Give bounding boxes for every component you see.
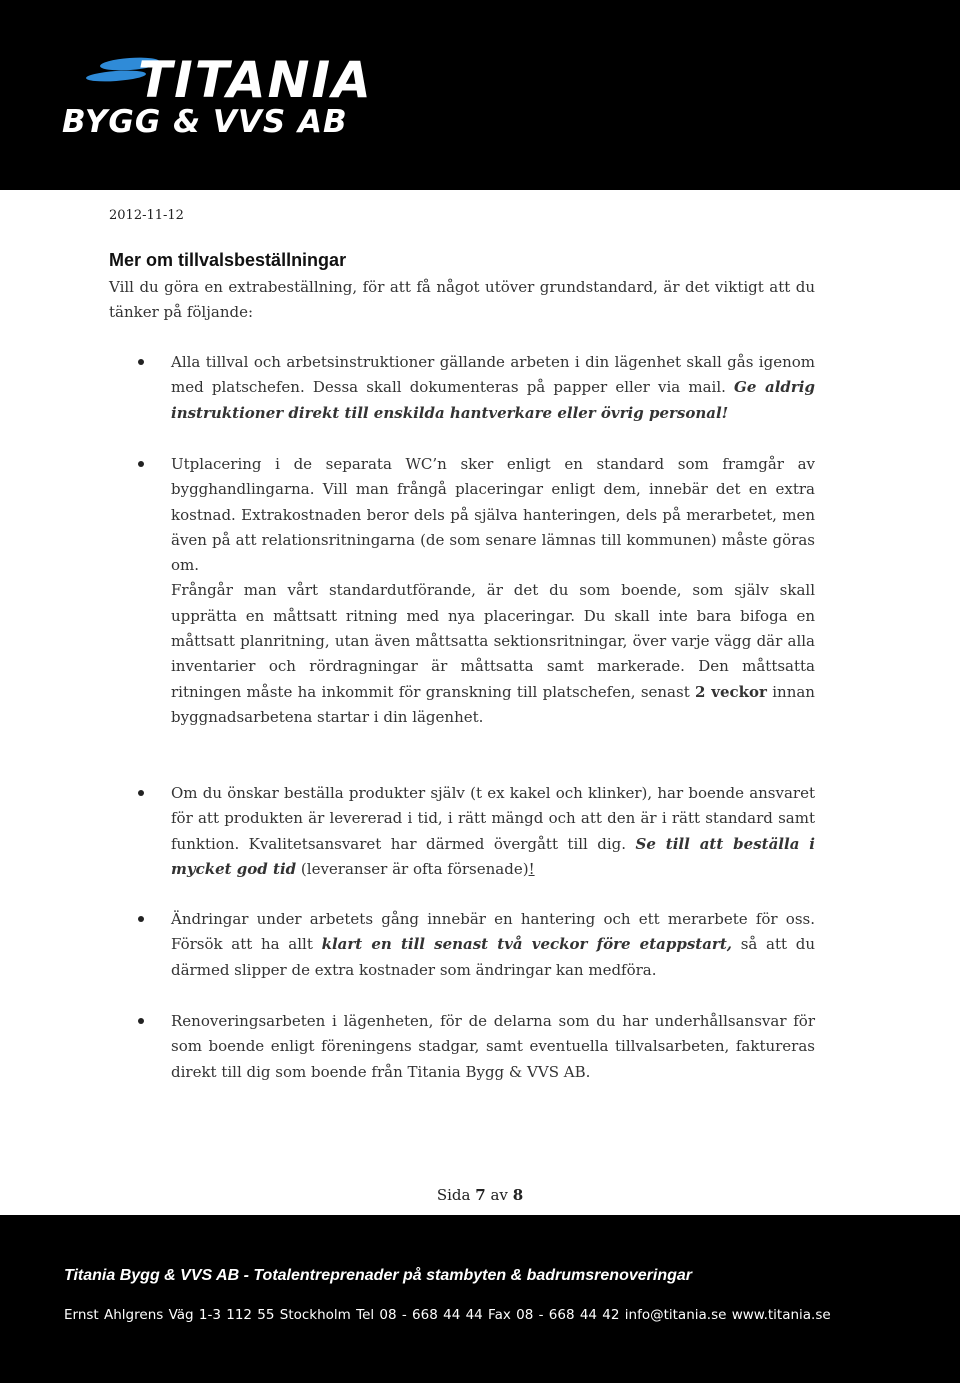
bullet-emphasis: Ge aldrig instruktioner direkt till enskilda hantverkare eller övrig personal! [171,378,815,422]
page-middle: av [490,1186,508,1204]
page-prefix: Sida [436,1186,471,1204]
footer-contact: Ernst Ahlgrens Väg 1-3 112 55 Stockholm Tel 08 - 668 44 44 Fax 08 - 668 44 42 info@titania.se www.titania.se [64,1307,831,1323]
bullet-text: (leveranser är ofta försenade) [300,859,529,878]
bullet-emphasis: Se till att beställa i mycket god tid [171,834,816,878]
header-bar [0,0,960,190]
footer-tagline: Titania Bygg & VVS AB - Totalentreprenader på stambyten & badrumsrenoveringar [64,1267,692,1284]
logo-subline: BYGG & VVS AB [62,104,348,140]
bullet-icon [138,461,144,467]
company-logo [60,52,380,142]
bullet-icon [138,1018,144,1024]
page-total: 8 [512,1186,524,1204]
bullet-text: innan byggnadsarbetena startar i din lägenhet. [171,682,815,726]
footer-bar [0,1215,960,1383]
list-item [171,1009,815,1085]
bullet-text: Renoveringsarbeten i lägenheten, för de delarna som du har underhållsansvar för som boende enligt föreningens stadgar, samt eventuella tillvalsarbeten, faktureras direkt till dig som boende från Titania Bygg & VVS AB. [171,1012,815,1081]
intro-paragraph: Vill du göra en extrabeställning, för att få något utöver grundstandard, är det viktigt att du tänker på följande: [109,278,815,321]
page-title: Mer om tillvalsbeställningar [109,250,347,270]
logo-wordmark: TITANIA [138,51,373,109]
bullet-text: så att du därmed slipper de extra kostnader som ändringar kan medföra. [171,935,815,979]
bullet-icon [138,359,144,365]
list-item [171,781,815,882]
bullet-text: Ändringar under arbetets gång innebär en hantering och ett merarbete för oss. Försök att ha allt [171,910,815,954]
bullet-text: Om du önskar beställa produkter själv (t ex kakel och klinker), har boende ansvaret för att produkten är levererad i tid, i rätt mängd och att den är i rätt standard samt funktion. Kvalitetsansvaret har därmed övergått till dig. [171,784,815,853]
bullet-emphasis: klart en till senast två veckor före etappstart, [321,935,732,954]
bullet-text: Frångår man vårt standardutförande, är det du som boende, som själv skall upprätta en måttsatt ritning med nya placeringar. Du skall inte bara bifoga en måttsatt planritning, utan även måttsatta sektionsritningar, över varje vägg där alla inventarier och rördragningar är måttsatta samt markerade. Den måttsatta ritningen måste ha inkommit för granskning till platschefen, senast [171,581,815,701]
bullet-icon [138,790,144,796]
bullet-paragraph [171,578,815,730]
bold-deadline: 2 veckor [695,682,767,701]
bullet-text: Alla tillval och arbetsinstruktioner gällande arbeten i din lägenhet skall gås igenom med platschefen. Dessa skall dokumenteras på papper eller via mail. [171,353,815,397]
bullet-exclamation: ! [528,859,535,878]
list-item [171,350,815,426]
document-date: 2012-11-12 [109,208,184,223]
list-item [171,452,815,730]
list-item [171,907,815,983]
page-current: 7 [475,1186,486,1204]
page-number [0,1186,960,1204]
bullet-paragraph: Utplacering i de separata WC’n sker enligt en standard som framgår av bygghandlingarna. Vill man frångå placeringar enligt dem, innebär det en extra kostnad. Extrakostnaden beror dels på själva hanteringen, dels på merarbetet, men även på att relationsritningarna (de som senare lämnas till kommunen) måste göras om. [171,455,815,575]
bullet-icon [138,916,144,922]
